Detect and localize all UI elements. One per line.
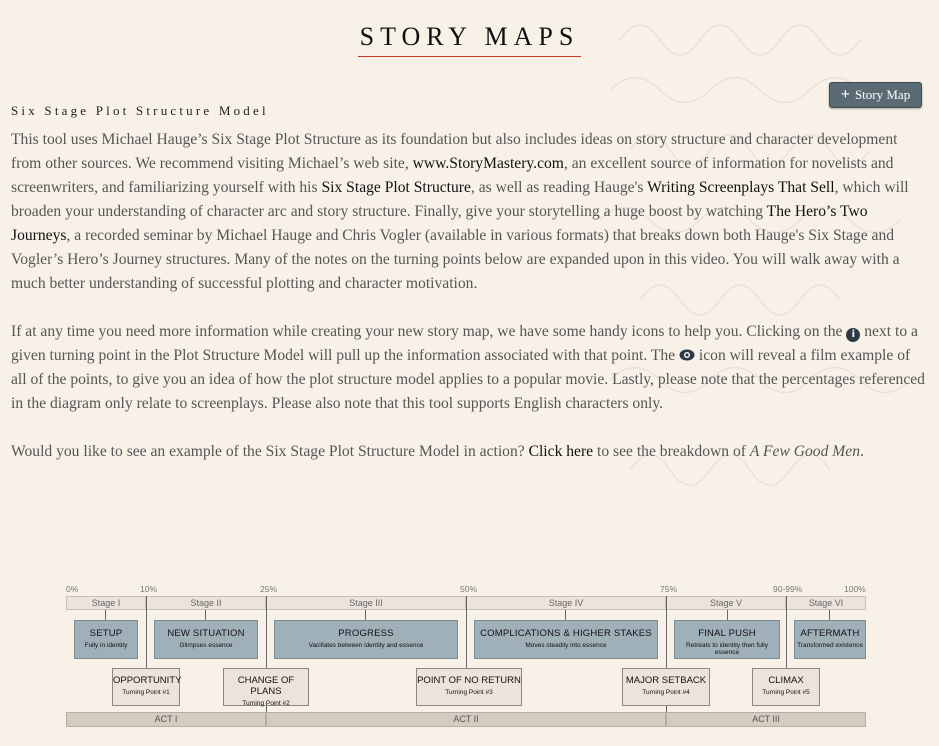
stage-label-4: Stage IV <box>466 596 666 610</box>
intro-paragraph-2 <box>11 320 927 416</box>
turning-point-climax[interactable] <box>752 668 820 706</box>
divider-tp5 <box>786 596 787 668</box>
pct-25: 25% <box>260 584 278 594</box>
stage-box-title: NEW SITUATION <box>167 628 245 639</box>
click-here-link[interactable]: Click here <box>528 443 594 460</box>
intro-p3-text-b: to see the breakdown of <box>593 443 750 460</box>
heros-two-journeys-link[interactable]: The Hero’s Two Journeys <box>11 203 868 244</box>
intro-p1-text-e: , a recorded seminar by Michael Hauge and Chris Vogler (available in various formats) that breaks down both Hauge's Six Stage and Vogler’s Hero’s Journey structures. Many of the notes on the turning points below are expanded upon in this video. You will walk away with a much better understanding of successful plotting and character motivation. <box>11 227 900 292</box>
pct-10: 10% <box>140 584 158 594</box>
divider-tp2 <box>266 596 267 668</box>
pct-100: 100% <box>844 584 866 594</box>
storymastery-link[interactable]: www.StoryMastery.com <box>412 155 564 172</box>
divider-tp4 <box>666 596 667 668</box>
act-label-2: ACT II <box>266 712 666 727</box>
pct-0: 0% <box>66 584 79 594</box>
page-title: STORY MAPS <box>358 22 582 57</box>
plot-structure-diagram <box>0 580 939 746</box>
turning-point-title: CHANGE OF PLANS <box>237 675 295 697</box>
intro-p1-text-a: This tool uses Michael Hauge’s Six Stage Plot Structure as its foundation but also includes ideas on story structure and character development from other sources. We recommend visiting Michael’s web site, <box>11 131 898 172</box>
turning-point-change-of-plans[interactable] <box>223 668 309 706</box>
tick-stage-5 <box>727 610 728 620</box>
intro-paragraph-3 <box>11 440 927 464</box>
stage-box-setup[interactable] <box>74 620 138 659</box>
stage-box-title: COMPLICATIONS & HIGHER STAKES <box>480 628 652 639</box>
turning-point-sub: Turning Point #1 <box>122 689 170 696</box>
stage-label-2: Stage II <box>146 596 266 610</box>
pct-75: 75% <box>660 584 678 594</box>
stage-label-3: Stage III <box>266 596 466 610</box>
tick-stage-4 <box>565 610 566 620</box>
plus-icon: + <box>840 86 850 103</box>
stage-box-complications[interactable] <box>474 620 658 659</box>
stage-label-6: Stage VI <box>786 596 866 610</box>
page-title-wrap <box>0 22 939 57</box>
turning-point-title: MAJOR SETBACK <box>625 675 707 686</box>
turning-point-title: CLIMAX <box>768 675 804 686</box>
intro-text <box>11 128 927 488</box>
stage-box-title: FINAL PUSH <box>698 628 756 639</box>
tick-stage-3 <box>365 610 366 620</box>
intro-p3-text-a: Would you like to see an example of the Six Stage Plot Structure Model in action? <box>11 443 529 460</box>
turning-point-opportunity[interactable] <box>112 668 180 706</box>
writing-screenplays-link[interactable]: Writing Screenplays That Sell <box>647 179 835 196</box>
add-story-map-label: Story Map <box>854 87 911 102</box>
stage-box-final-push[interactable] <box>674 620 780 659</box>
stage-box-sub: Moves steadily into essence <box>525 642 607 649</box>
tick-stage-1 <box>105 610 106 620</box>
info-icon: i <box>846 328 860 342</box>
tick-stage-2 <box>205 610 206 620</box>
turning-point-point-of-no-return[interactable] <box>416 668 522 706</box>
divider-tp1 <box>146 596 147 668</box>
six-stage-link[interactable]: Six Stage Plot Structure <box>321 179 471 196</box>
stage-box-title: AFTERMATH <box>800 628 860 639</box>
intro-p1-text-b: , an excellent source of information for novelists and screenwriters, and familiarizing yourself with his <box>11 155 894 196</box>
pct-50: 50% <box>460 584 478 594</box>
stage-box-sub: Transformed existence <box>797 642 863 649</box>
stage-box-aftermath[interactable] <box>794 620 866 659</box>
stage-box-sub: Vacillates between identity and essence <box>308 642 424 649</box>
divider-tp3 <box>466 596 467 668</box>
intro-paragraph-1 <box>11 128 927 296</box>
pct-90-99: 90-99% <box>773 584 803 594</box>
turning-point-sub: Turning Point #5 <box>762 689 810 696</box>
intro-p3-text-c: . <box>860 443 864 460</box>
stage-box-title: PROGRESS <box>338 628 394 639</box>
act-label-1: ACT I <box>66 712 266 727</box>
stage-box-sub: Glimpses essence <box>179 642 233 649</box>
turning-point-title: POINT OF NO RETURN <box>417 675 521 686</box>
stage-label-1: Stage I <box>66 596 146 610</box>
stage-box-sub: Retreats to identity then fully essence <box>685 642 768 656</box>
intro-p1-text-d: , which will broaden your understanding of character arc and story structure. Finally, give your storytelling a huge boost by watching <box>11 179 909 220</box>
add-story-map-button[interactable] <box>829 82 922 108</box>
stage-box-progress[interactable] <box>274 620 458 659</box>
intro-p2-text-b: next to a given turning point in the Plot Structure Model will pull up the information associated with that point. The <box>11 323 918 364</box>
eye-icon <box>679 349 695 361</box>
stage-label-5: Stage V <box>666 596 786 610</box>
section-title: Six Stage Plot Structure Model <box>11 103 269 118</box>
turning-point-major-setback[interactable] <box>622 668 710 706</box>
film-title: A Few Good Men <box>749 443 861 460</box>
stage-box-sub: Fully in identity <box>84 642 128 649</box>
turning-point-title: OPPORTUNITY <box>113 675 182 686</box>
turning-point-sub: Turning Point #4 <box>642 689 690 696</box>
tick-stage-6 <box>829 610 830 620</box>
act-label-3: ACT III <box>666 712 866 727</box>
intro-p2-text-a: If at any time you need more information while creating your new story map, we have some handy icons to help you. Clicking on the <box>11 323 847 340</box>
intro-p2-text-c: icon will reveal a film example of all of the points, to give you an idea of how the plot structure model applies to a popular movie. Lastly, please note that the percentages referenced in the diagram only relate to screenplays. Please also note that this tool supports English characters only. <box>11 347 925 412</box>
intro-p1-text-c: , as well as reading Hauge's <box>470 179 648 196</box>
stage-box-title: SETUP <box>89 628 123 639</box>
turning-point-sub: Turning Point #3 <box>445 689 493 696</box>
turning-point-sub: Turning Point #2 <box>242 700 290 707</box>
stage-box-new-situation[interactable] <box>154 620 258 659</box>
